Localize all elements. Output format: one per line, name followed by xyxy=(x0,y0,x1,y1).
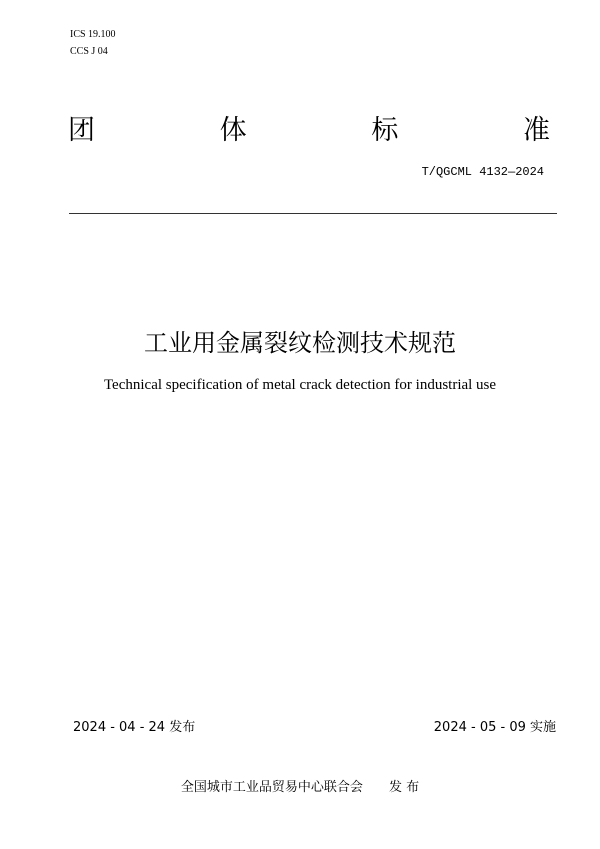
implementation-date: 2024 - 05 - 09 实施 xyxy=(433,720,556,735)
ics-code: ICS 19.100 xyxy=(70,29,116,40)
ccs-code: CCS J 04 xyxy=(70,46,108,57)
publisher-line xyxy=(0,776,600,795)
divider xyxy=(69,213,557,214)
standard-number: T/QGCML 4132—2024 xyxy=(421,165,544,179)
publish-label: 发 布 xyxy=(388,780,420,795)
issue-date: 2024 - 04 - 24 发布 xyxy=(73,720,196,735)
title-chinese: 工业用金属裂纹检测技术规范 xyxy=(144,329,456,357)
title-english: Technical specification of metal crack detection for industrial use xyxy=(103,377,497,393)
doc-type-char: 体 xyxy=(219,115,247,146)
document-type-heading xyxy=(68,113,550,149)
doc-type-char: 准 xyxy=(522,115,550,146)
doc-type-char: 团 xyxy=(68,115,95,146)
doc-type-char: 标 xyxy=(371,115,399,146)
publisher-name: 全国城市工业品贸易中心联合会 xyxy=(180,780,363,795)
